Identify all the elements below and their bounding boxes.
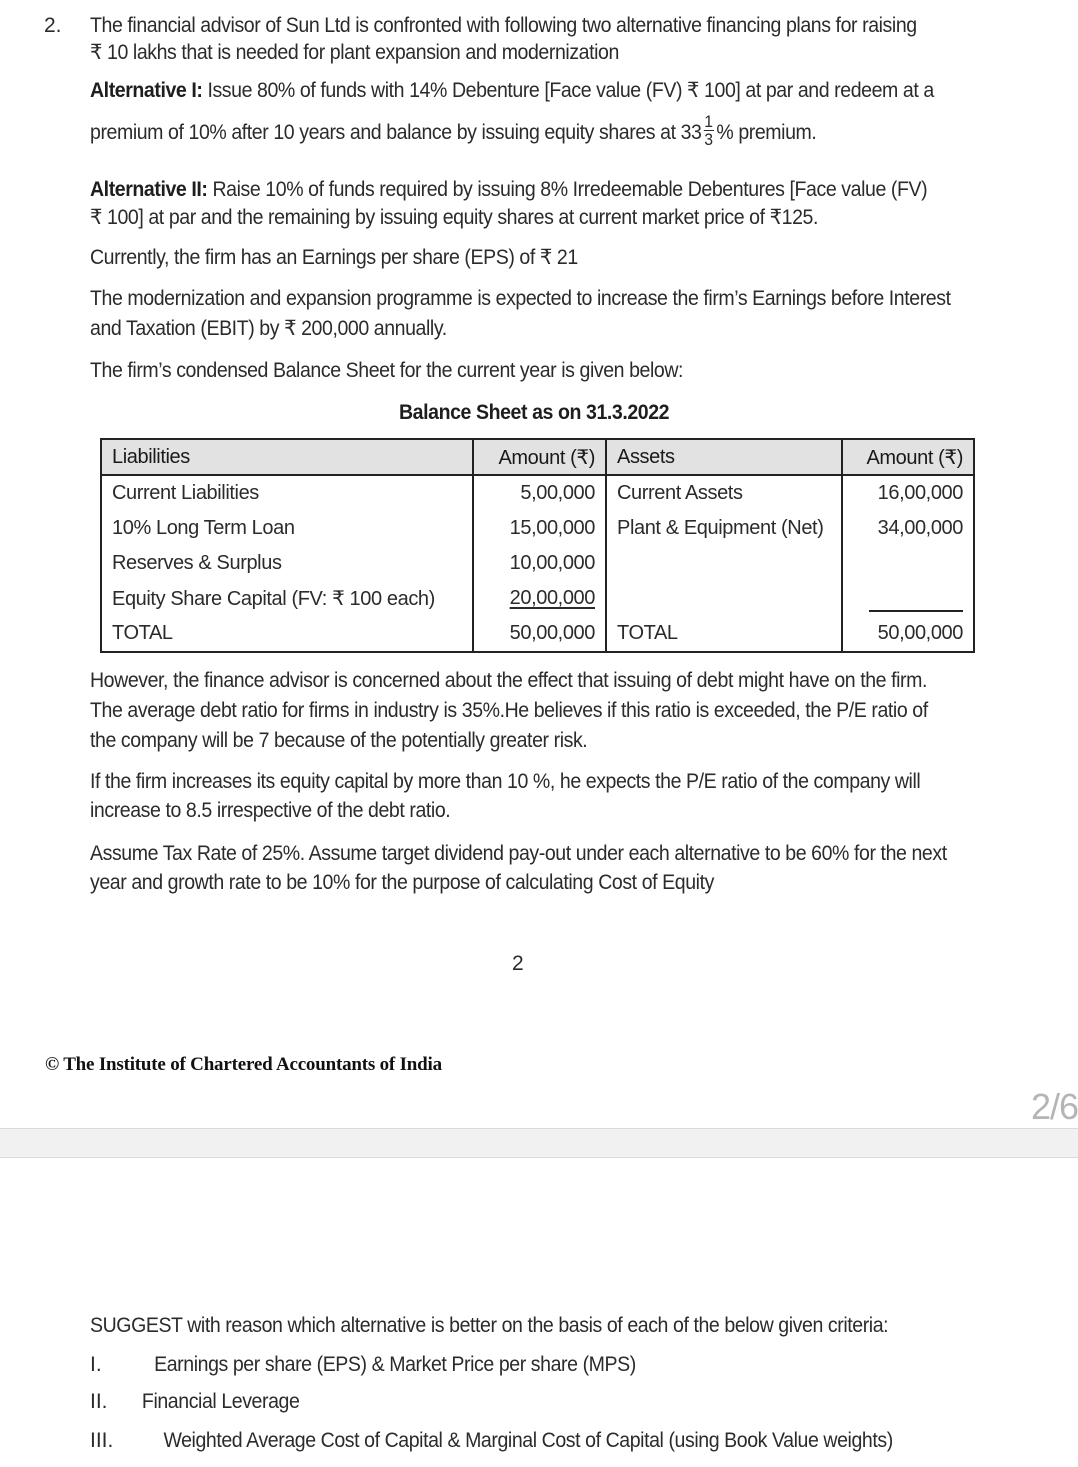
balance-sheet-title: Balance Sheet as on 31.3.2022	[399, 401, 670, 424]
viewer-page-counter: 2/6	[1031, 1086, 1078, 1127]
criteria-item: Financial Leverage	[141, 1390, 300, 1413]
page-number: 2	[512, 952, 524, 975]
copyright-footer: © The Institute of Chartered Accountants of India	[45, 1054, 442, 1075]
intro-line-1: The financial advisor of Sun Ltd is confronted with following two alternative financing plans for raising	[90, 14, 917, 37]
equity-condition-line-1: If the firm increases its equity capital by more than 10 %, he expects the P/E ratio of the company will	[90, 770, 921, 793]
table-header-row	[101, 439, 974, 475]
equity-capital-amount: 20,00,000	[509, 587, 595, 609]
criteria-numeral: II.	[90, 1390, 108, 1413]
fraction-one-third: $\frac{1}{3}$	[704, 111, 713, 149]
table-row: Reserves & Surplus 10,00,000	[101, 546, 974, 581]
ebit-line-1: The modernization and expansion programme is expected to increase the firm’s Earnings before Interest	[90, 287, 951, 310]
eps-line: Currently, the firm has an Earnings per share (EPS) of ₹ 21	[90, 246, 578, 269]
table-row: 10% Long Term Loan 15,00,000 Plant & Equipment (Net) 34,00,000	[101, 511, 974, 546]
balance-sheet-intro: The firm’s condensed Balance Sheet for the current year is given below:	[90, 359, 684, 382]
criteria-item: Weighted Average Cost of Capital & Marginal Cost of Capital (using Book Value weights)	[163, 1429, 893, 1452]
alternative-1-label: Alternative I:	[90, 79, 203, 102]
question-number: 2.	[44, 14, 62, 37]
table-row: Equity Share Capital (FV: ₹ 100 each) 20,00,000	[101, 581, 974, 616]
ebit-line-2: and Taxation (EBIT) by ₹ 200,000 annually.	[90, 317, 447, 340]
page-separator	[0, 1128, 1078, 1158]
criteria-item: Earnings per share (EPS) & Market Price per share (MPS)	[154, 1353, 636, 1376]
debt-concern-line-1: However, the finance advisor is concerned about the effect that issuing of debt might have on the firm.	[90, 669, 927, 692]
debt-concern-line-3: the company will be 7 because of the potentially greater risk.	[90, 729, 588, 752]
criteria-numeral: I.	[90, 1353, 102, 1376]
tax-assumption-line-2: year and growth rate to be 10% for the purpose of calculating Cost of Equity	[90, 871, 714, 894]
alternative-2-label: Alternative II:	[90, 178, 208, 201]
header-assets: Assets	[606, 439, 842, 475]
tax-assumption-line-1: Assume Tax Rate of 25%. Assume target dividend pay-out under each alternative to be 60% for the next	[90, 842, 947, 865]
alternative-1-line-1: Alternative I: Issue 80% of funds with 14% Debenture [Face value (FV) ₹ 100] at par and redeem at a	[90, 79, 934, 102]
alternative-2-line-2: ₹ 100] at par and the remaining by issuing equity shares at current market price of ₹125.	[90, 206, 818, 229]
table-total-row: TOTAL 50,00,000 TOTAL 50,00,000	[101, 616, 974, 652]
table-row: Current Liabilities 5,00,000 Current Assets 16,00,000	[101, 475, 974, 511]
subtotal-rule	[842, 581, 974, 616]
intro-line-2: ₹ 10 lakhs that is needed for plant expansion and modernization	[90, 41, 619, 64]
criteria-numeral: III.	[90, 1429, 114, 1452]
debt-concern-line-2: The average debt ratio for firms in industry is 35%.He believes if this ratio is exceeded, the P/E ratio of	[90, 699, 928, 722]
balance-sheet-table	[100, 438, 975, 653]
header-amount-liabilities: Amount (₹)	[473, 439, 606, 475]
header-amount-assets: Amount (₹)	[842, 439, 974, 475]
suggest-line: SUGGEST with reason which alternative is better on the basis of each of the below given criteria:	[90, 1314, 889, 1337]
equity-condition-line-2: increase to 8.5 irrespective of the debt ratio.	[90, 799, 451, 822]
header-liabilities: Liabilities	[101, 439, 473, 475]
alternative-2-line-1: Alternative II: Raise 10% of funds required by issuing 8% Irredeemable Debentures [Face value (FV)	[90, 178, 928, 201]
alternative-1-line-2: premium of 10% after 10 years and balance by issuing equity shares at 33 $\frac{1}{3}$ % premium.	[90, 111, 817, 149]
